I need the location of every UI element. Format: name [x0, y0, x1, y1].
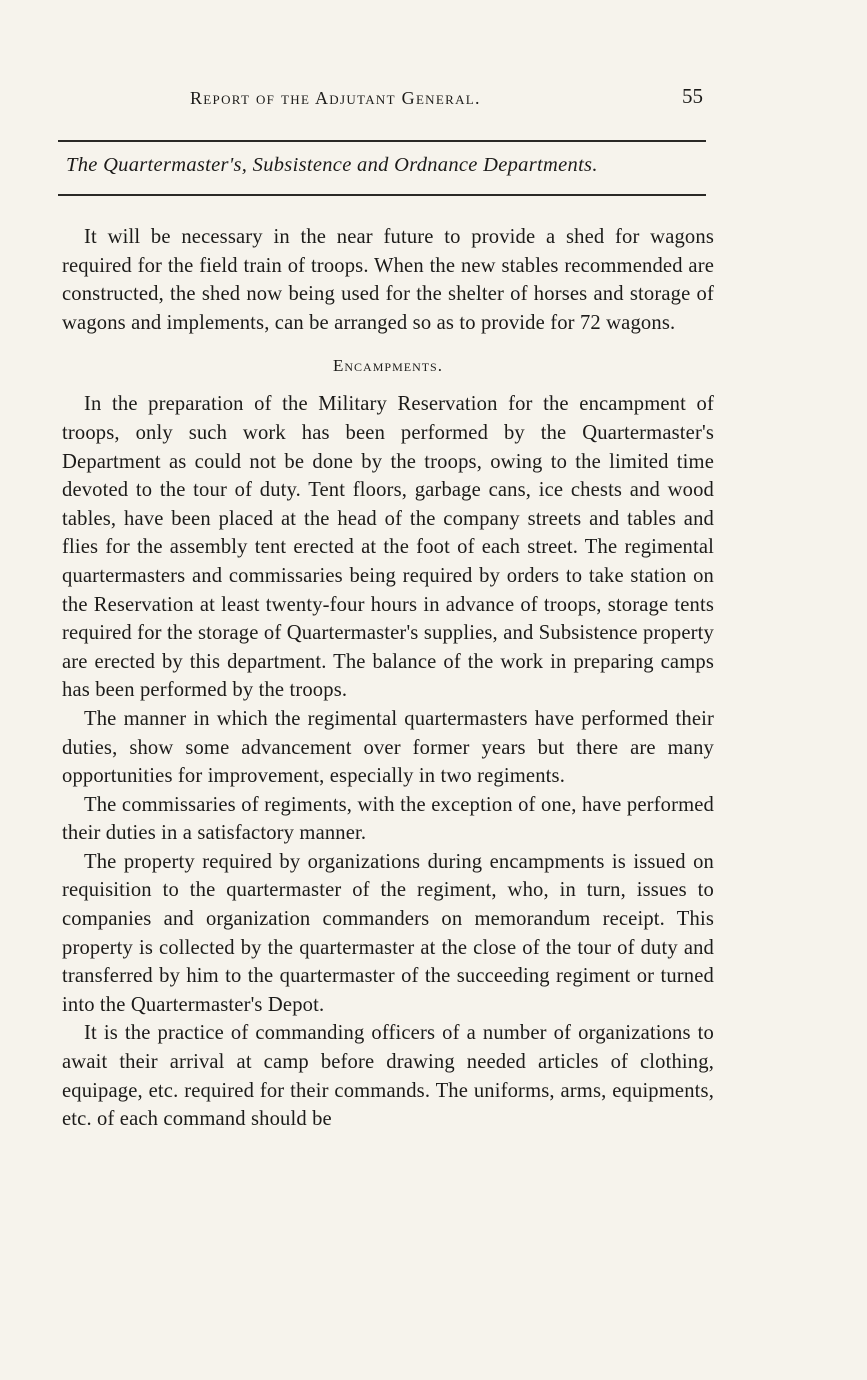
paragraph-property: The property required by organizations during encampments is issued on requisition to the quartermaster of the regiment, who, in turn, issues to companies and organization commanders on memorandum receipt. This property is collected by the quartermaster at the close of the tour of duty and transferred by him to the quartermaster of the succeeding regiment or turned into the Quartermaster's Depot.: [62, 850, 714, 1016]
paragraph-practice: It is the practice of commanding officers of a number of organizations to await their arrival at camp before drawing needed articles of clothing, equipage, etc. required for their commands. The uniforms, arms, equipments, etc. of each command should be: [62, 1022, 714, 1131]
paragraph-commissaries: The commissaries of regiments, with the exception of one, have performed their duties in a satisfactory manner.: [62, 793, 714, 845]
running-title: Report of the Adjutant General.: [190, 88, 481, 108]
paragraph-quartermasters: The manner in which the regimental quartermasters have performed their duties, show some advancement over former years but there are many opportunities for improvement, especially in two regiments.: [62, 707, 714, 788]
section-title: The Quartermaster's, Subsistence and Ordnance Departments.: [66, 154, 598, 176]
paragraph-preparation: In the preparation of the Military Reservation for the encampment of troops, only such work has been performed by the Quartermaster's Department as could not be done by the troops, owing to the limited time devoted to the tour of duty. Tent floors, garbage cans, ice chests and wood tables, have been placed at the head of the company streets and tables and flies for the assembly tent erected at the foot of each street. The regimental quartermasters and commissaries being required by orders to take station on the Reservation at least twenty-four hours in advance of troops, storage tents required for the storage of Quartermaster's supplies, and Subsistence property are erected by this department. The balance of the work in preparing camps has been performed by the troops.: [62, 393, 714, 702]
bottom-rule: [58, 194, 706, 196]
page-number: 55: [682, 84, 703, 108]
page-header: [60, 84, 710, 114]
encampments-heading: Encampments.: [333, 356, 443, 376]
top-rule: [58, 140, 706, 142]
paragraph-shed: It will be necessary in the near future to provide a shed for wagons required for the field train of troops. When the new stables recommended are constructed, the shed now being used for the shelter of horses and storage of wagons and implements, can be arranged so as to provide for 72 wagons.: [62, 226, 714, 334]
body-text: [62, 223, 714, 1134]
